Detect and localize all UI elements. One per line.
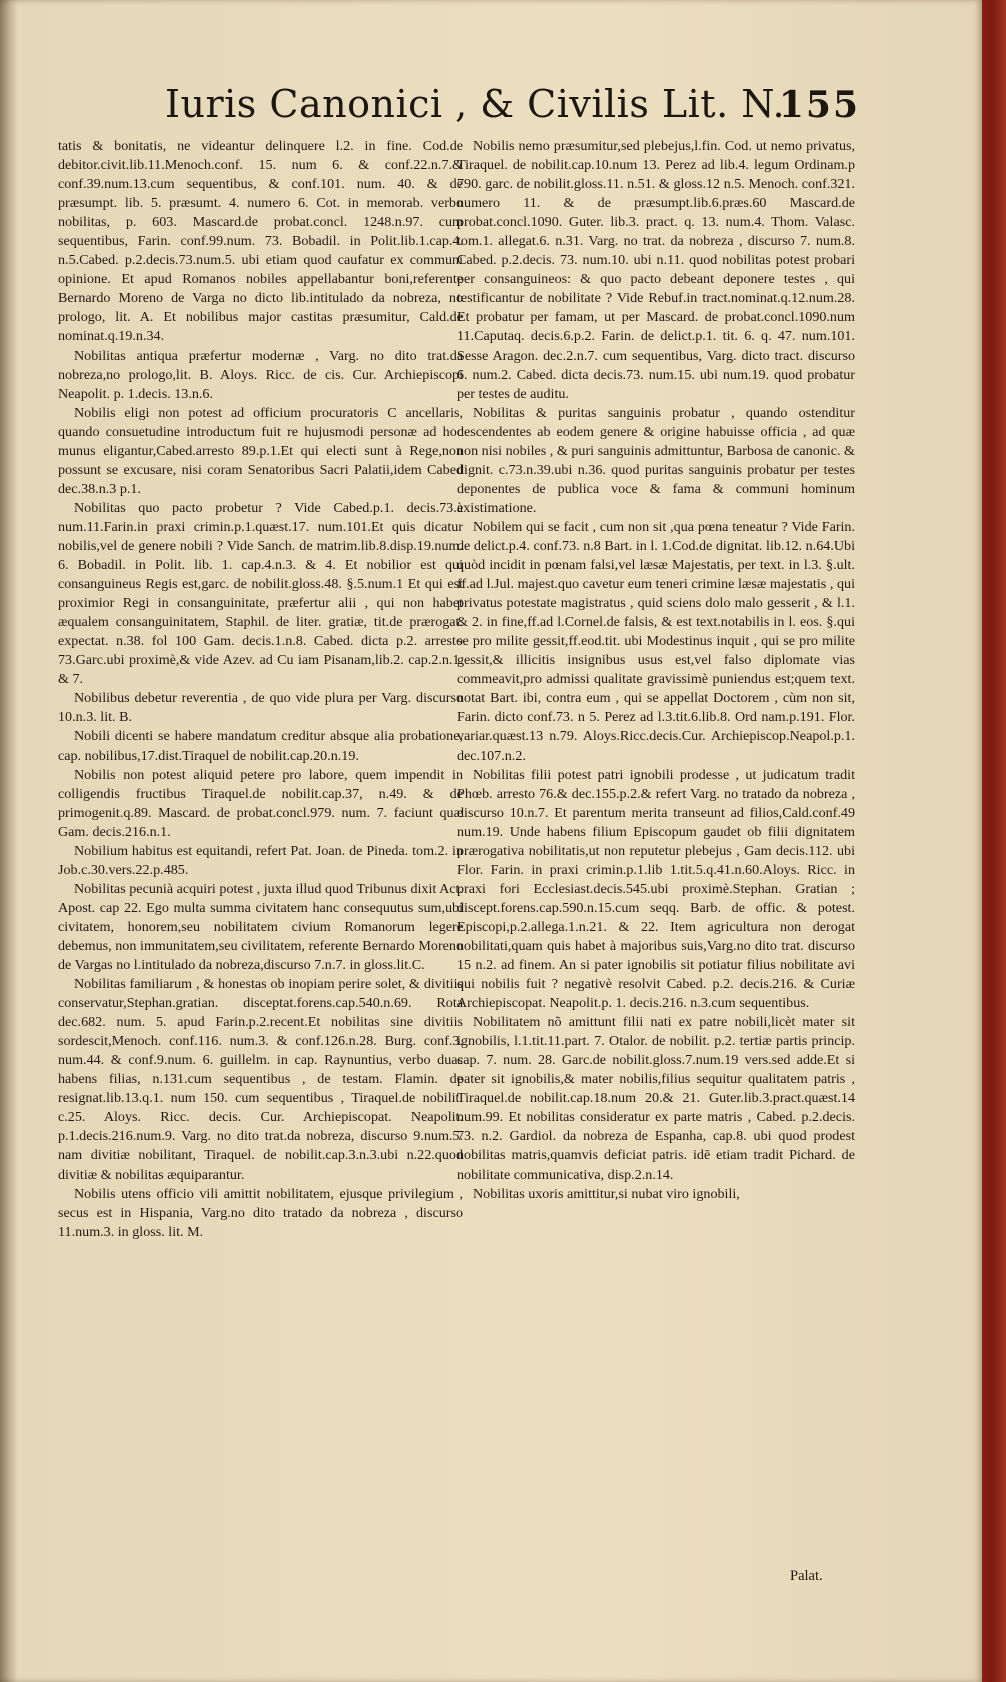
- paragraph: Nobilis eligi non potest ad officium procuratoris C ancellaris, quando consuetudine introductum fuit re hujusmodi personæ ad hoc munus eligantur,Cabed.arresto 89.p.1.Et qui electi sunt à Rege,non possunt se excusare, nisi coram Senatoribus Sacri Palatii,idem Cabed dec.38.n.3 p.1.: [58, 404, 463, 497]
- paragraph: Nobilitatem nõ amittunt filii nati ex patre nobili,licèt mater sit ignobilis, l.1.tit.11.part. 7. Otalor. de nobilit. p.2. tertiæ partis princip. cap. 7. num. 28. Garc.de nobilit.gloss.7.num.19 vers.sed adde.Et si pater sit ignobilis,& mater nobilis,filius sequitur qualitatem patris , Tiraquel.de nobilit.cap.18.num 20.& 21. Guter.lib.3.pract.quæst.14 num.99. Et nobilitas consideratur ex parte matris , Cabed. p.2.decis. 73. n.2. Gardiol. da nobreza de Espanha, cap.8. ubi quod prodest nobilitas matris,quamvis deficiat patris. idē etiam tradit Pichard. de nobilitate communicativa, disp.2.n.14.: [457, 1014, 855, 1183]
- catchword: Palat.: [790, 1568, 823, 1584]
- paragraph: Nobilitas & puritas sanguinis probatur , quando ostenditur descendentes ab eodem genere & origine habuisse officia , ad quæ non nisi nobiles , & puri sanguinis admittuntur, Barbosa de canonic. & dignit. c.73.n.39.ubi n.36. quod puritas sanguinis probatur per testes deponentes de publica voce & fama & communi hominum existimatione.: [457, 404, 855, 516]
- paragraph: tatis & bonitatis, ne videantur delinquere l.2. in fine. Cod.de debitor.civit.lib.11.Menoch.conf. 15. num 6. & conf.22.n.7.& conf.39.num.13.cum sequentibus, & conf.101. num. 40. & de præsumpt. lib. 5. præsumt. 4. numero 6. Cot. in memorab. verbo nobilitas, p. 603. Mascard.de probat.concl. 1248.n.97. cum sequentibus, Farin. conf.99.num. 73. Bobadil. in Polit.lib.1.cap.4. n.5.Cabed. p.2.decis.73.num.5. ubi etiam quod caufatur ex communi opinione. Et apud Romanos nobiles appellabantur boni,referente Bernardo Moreno de Varga no dicto lib.intitulado da nobreza, no prologo, lit. A. Et nobilibus major castitas præsumitur, Cald.de nominat.q.19.n.34.: [58, 138, 463, 345]
- paragraph: Nobilitas filii potest patri ignobili prodesse , ut judicatum tradit Phœb. arresto 76.& dec.155.p.2.& refert Varg. no tratado da nobreza , discurso 10.n.7. Et parentum merita transeunt ad filios,Cald.conf.49 num.19. Unde habens filium Episcopum gaudet ob filii dignitatem prærogativa nobilitatis,ut non reputetur plebejus , Gam decis.112. ubi Flor. Farin. in praxi crimin.p.1.lib 1.tit.5.q.41.n.60.Aloys. Ricc. in praxi fori Ecclesiast.decis.545.ubi proximè.Stephan. Gratian ; discept.forens.cap.590.n.15.cum seqq. Barb. de offic. & potest. Episcopi,p.2.allega.1.n.21. & 22. Item agricultura non derogat nobilitati,quam quis habet à majoribus suis,Varg.no dito trat. discurso 15 n.2. ad finem. An si pater ignobilis sit potiatur filius nobilitate avi qui nobilis fuit ? negativè resolvit Cabed. p.2. decis.216. & Curiæ Archiepiscopat. Neapolit.p. 1. decis.216. n.3.cum sequentibus.: [457, 766, 855, 1012]
- paragraph: Nobilitas antiqua præfertur modernæ , Varg. no dito trat.da nobreza,no prologo,lit. B. Aloys. Ricc. de cis. Cur. Archiepiscopi Neapolit. p. 1.decis. 13.n.6.: [58, 347, 463, 402]
- page-number: 155: [778, 84, 860, 126]
- paragraph: Nobilis non potest aliquid petere pro labore, quem impendit in colligendis fructibus Tiraquel.de nobilit.cap.37, n.49. & de primogenit.q.89. Mascard. de probat.concl.979. num. 7. faciunt quæ Gam. decis.216.n.1.: [58, 766, 463, 840]
- left-column: [58, 137, 463, 1242]
- paragraph: Nobilem qui se facit , cum non sit ,qua pœna teneatur ? Vide Farin. de delict.p.4. conf.73. n.8 Bart. in l. 1.Cod.de dignitat. lib.12. n.64.Ubi quòd incidit in pœnam falsi,vel læsæ Majestatis, per text. in l.3. §.ult. ff.ad l.Jul. majest.quo cavetur eum teneri crimine læsæ majestatis , qui privatus potestate magistratus , quid sciens dolo malo gesserit , & l.1. & 2. in fine,ff.ad l.Cornel.de falsis, & est text.notabilis in l. eos. §.qui se pro milite gessit,ff.eod.tit. ubi Modestinus inquit , qui se pro milite gessit,& illicitis insignibus usus est,vel falso diplomate vias commeavit,pro admissi qualitate gravissimè puniendus est;quem text. notat Bart. ibi, contra eum , qui se appellat Doctorem , cùm non sit, Farin. dicto conf.73. n 5. Perez ad l.3.tit.6.lib.8. Ord nam.p.191. Flor. variar.quæst.13 n.79. Aloys.Ricc.decis.Cur. Archiepiscop.Neapol.p.1. dec.107.n.2.: [457, 518, 855, 764]
- paragraph: Nobilitas quo pacto probetur ? Vide Cabed.p.1. decis.73.à num.11.Farin.in praxi crimin.p.1.quæst.17. num.101.Et quis dicatur nobilis,vel de genere nobili ? Vide Sanch. de matrim.lib.8.disp.19.num. 6. Bobadil. in Polit. lib. 1. cap.4.n.3. & 4. Et nobilior est qui consanguineus Regis est,garc. de nobilit.gloss.48. §.5.num.1 Et qui est proximior Regi in consanguinitate, præfertur alii , qui non habet æqualem consanguinitatem, Staphil. de liter. gratiæ, tit.de prærogat. expectat. n.38. fol 100 Gam. decis.1.n.8. Cabed. dicta p.2. arresto 73.Garc.ubi proximè,& vide Azev. ad Cu iam Pisanam,lib.2. cap.2.n.1. & 7.: [58, 499, 463, 688]
- paragraph: Nobilitas pecunià acquiri potest , juxta illud quod Tribunus dixit Act. Apost. cap 22. Ego multa summa civitatem hanc consequutus sum,ubi civitatem, honorem,seu nobilitatem civium Romanorum legere debemus, non immunitatem,seu civilitatem, referente Bernardo Moreno de Vargas no l.intitulado da nobreza,discurso 7.n.7. in gloss.lit.C.: [58, 880, 463, 974]
- book-edge: [982, 0, 1006, 1682]
- paragraph: Nobilis utens officio vili amittit nobilitatem, ejusque privilegium , secus est in Hispania, Varg.no dito tratado da nobreza , discurso 11.num.3. in gloss. lit. M.: [58, 1185, 463, 1240]
- paragraph: Nobilis nemo præsumitur,sed plebejus,l.fin. Cod. ut nemo privatus, Tiraquel. de nobilit.cap.10.num 13. Perez ad lib.4. legum Ordinam.p 790. garc. de nobilit.gloss.11. n.51. & gloss.12 n.5. Menoch. conf.321. numero 11. & de præsumpt.lib.6.præs.60 Mascard.de probat.concl.1090. Guter. lib.3. pract. q. 13. num.4. Thom. Valasc. tom.1. allegat.6. n.31. Varg. no trat. da nobreza , discurso 7. num.8. Cabed. p.2.decis. 73. num.10. ubi n.11. quod nobilitas potest probari per consanguineos: & quo pacto debeant deponere testes , qui testificantur de nobilitate ? Vide Rebuf.in tract.nominat.q.12.num.28. Et probatur per famam, ut per Mascard. de probat.concl.1090.num 11.Caputaq. decis.6.p.2. Farin. de delict.p.1. tit. 6. q. 47. num.101. Sesse Aragon. dec.2.n.7. cum sequentibus, Varg. dicto tract. discurso 6. num.2. Cabed. dicta decis.73. num.15. ubi num.19. quod probatur per testes de auditu.: [457, 138, 855, 402]
- paragraph: Nobilitas familiarum , & honestas ob inopiam perire solet, & divitiis conservatur,Stephan.gratian. disceptat.forens.cap.540.n.69. Rota dec.682. num. 5. apud Farin.p.2.recent.Et nobilitas sine divitiis sordescit,Menoch. conf.116. num.3. & conf.126.n.28. Burg. conf.3. num.44. & conf.9.num. 6. guillelm. in cap. Raynuntius, verbo duas habens filias, n.131.cum sequentibus , de testam. Flamin. de resignat.lib.13.q.1. num 150. cum sequentibus , Tiraquel.de nobilit. c.25. Aloys. Ricc. decis. Cur. Archiepiscopat. Neapolit. p.1.decis.216.num.9. Varg. no dito trat.da nobreza, discurso 9.num.5. nam divitiæ nobilitant, Tiraquel. de nobilit.cap.3.n.3.ubi n.22.quod divitiæ & nobilitas æquiparantur.: [58, 976, 463, 1183]
- paragraph: Nobilium habitus est equitandi, refert Pat. Joan. de Pineda. tom.2. in Job.c.30.vers.22.p.485.: [58, 842, 463, 878]
- paragraph: Nobilibus debetur reverentia , de quo vide plura per Varg. discurso 10.n.3. lit. B.: [58, 690, 463, 726]
- paragraph: Nobili dicenti se habere mandatum creditur absque alia probatione, cap. nobilibus,17.dist.Tiraquel de nobilit.cap.20.n.19.: [58, 728, 463, 764]
- gutter-shadow: [0, 0, 18, 1682]
- running-title: Iuris Canonici , & Civilis Lit. N.: [165, 82, 786, 126]
- paragraph: Nobilitas uxoris amittitur,si nubat viro ignobili,: [473, 1185, 740, 1202]
- running-head: [95, 82, 860, 138]
- right-column: [457, 137, 855, 1204]
